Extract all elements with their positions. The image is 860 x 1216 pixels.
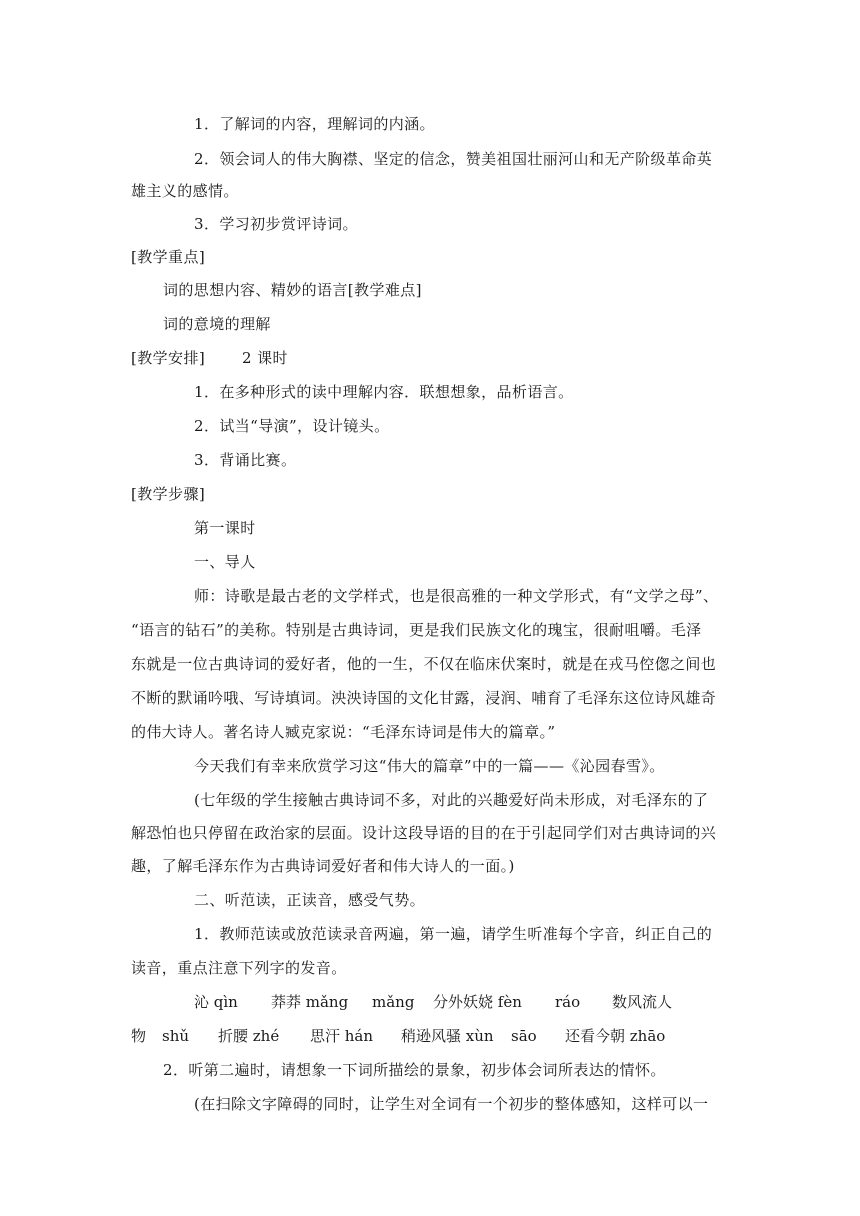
pronunciation-item: 折腰 zhé (218, 1027, 280, 1045)
arrangement-item-3: 3．背诵比赛。 (194, 451, 297, 469)
section1-para-line: 不断的默诵吟哦、写诗填词。泱泱诗国的文化甘露，浸润、哺育了毛泽东这位诗风雄奇 (131, 689, 717, 707)
pronunciation-item: 物 (131, 1027, 147, 1045)
reading1-line: 1．教师范读或放范读录音两遍，第一遍，请学生听准每个字音，纠正自己的 (194, 925, 713, 943)
pronunciation-item: 沁 qìn (194, 993, 238, 1011)
pronunciation-item: sāo (511, 1027, 537, 1045)
note1-line: 趣，了解毛泽东作为古典诗词爱好者和伟大诗人的一面。) (131, 857, 515, 875)
note2-line: (在扫除文字障碍的同时，让学生对全词有一个初步的整体感知，这样可以一 (194, 1095, 709, 1113)
pronunciation-item: 还看今朝 zhāo (565, 1027, 666, 1045)
reading1-line: 读音，重点注意下列字的发音。 (131, 959, 347, 977)
section1-para-line: “语言的钻石”的美称。特别是古典诗词，更是我们民族文化的瑰宝，很耐咀嚼。毛泽 (131, 621, 702, 639)
pronunciation-item: 思汗 hán (310, 1027, 374, 1045)
pronunciation-item: mǎng (372, 993, 415, 1011)
section1-para-line: 东就是一位古典诗词的爱好者，他的一生，不仅在临床伏案时，就是在戎马倥偬之间也 (131, 655, 717, 673)
arrangement-value: 2 课时 (242, 349, 288, 367)
pronunciation-item: 稍逊风骚 xùn (401, 1027, 494, 1045)
lesson-title: 第一课时 (194, 519, 256, 537)
pronunciation-item: shǔ (162, 1027, 190, 1045)
section1-para-line: 的伟大诗人。著名诗人臧克家说：“毛泽东诗词是伟大的篇章。” (131, 723, 556, 741)
reading2-line: 2．听第二遍时，请想象一下词所描绘的景象，初步体会词所表达的情怀。 (163, 1061, 666, 1079)
pronunciation-item: 分外妖娆 fèn (433, 993, 522, 1011)
pronunciation-item: ráo (555, 993, 581, 1011)
focus-heading: [教学重点] (131, 248, 206, 266)
goal-2: 2．领会词人的伟大胸襟、坚定的信念，赞美祖国壮丽河山和无产阶级革命英 (194, 150, 713, 168)
note1-line: 解恐怕也只停留在政治家的层面。设计这段导语的目的在于引起同学们对古典诗词的兴 (131, 824, 717, 842)
section1-para-line: 师：诗歌是最古老的文学样式，也是很高雅的一种文学形式，有“文学之母”、 (194, 587, 719, 605)
note1-line: (七年级的学生接触古典诗词不多，对此的兴趣爱好尚未形成，对毛泽东的了 (194, 791, 709, 809)
pronunciation-item: 莽莽 mǎng (271, 993, 349, 1011)
arrangement-item-2: 2．试当“导演”，设计镜头。 (194, 417, 390, 435)
arrangement-label: [教学安排] (131, 349, 206, 367)
pronunciation-item: 数风流人 (612, 993, 673, 1011)
section1-title: 一、导人 (194, 553, 256, 571)
goal-1: 1．了解词的内容，理解词的内涵。 (194, 115, 435, 133)
difficulty-text: 词的意境的理解 (163, 315, 271, 333)
goal-3: 3．学习初步赏评诗词。 (194, 215, 358, 233)
steps-heading: [教学步骤] (131, 485, 206, 503)
intro-line: 今天我们有幸来欣赏学习这“伟大的篇章”中的一篇——《沁园春雪》。 (194, 757, 665, 775)
goal-2-continued: 雄主义的感情。 (131, 182, 239, 200)
section2-title: 二、听范读，正读音，感受气势。 (194, 891, 426, 909)
focus-text: 词的思想内容、精妙的语言[教学难点] (163, 281, 422, 299)
arrangement-item-1: 1．在多种形式的读中理解内容．联想想象，品析语言。 (194, 383, 574, 401)
